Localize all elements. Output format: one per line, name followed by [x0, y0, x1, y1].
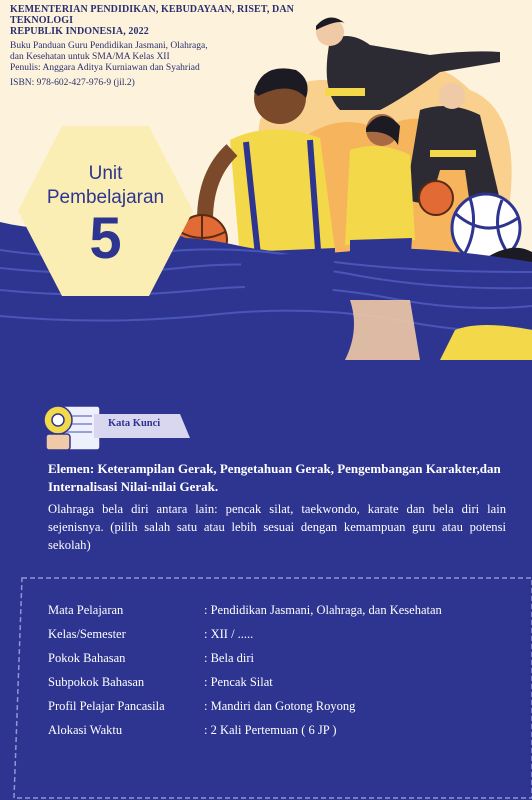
isbn-line: ISBN: 978-602-427-976-9 (jil.2)	[10, 78, 135, 88]
publisher-year: REPUBLIK INDONESIA, 2022	[10, 26, 149, 37]
cover-illustration-area	[0, 0, 532, 360]
authors-line: Penulis: Anggara Aditya Kurniawan dan Syahriad	[10, 63, 200, 73]
publication-header	[10, 4, 310, 89]
keyword-tag-label: Kata Kunci	[108, 418, 161, 429]
table-row	[48, 598, 442, 622]
info-key: Mata Pelajaran	[48, 602, 124, 617]
table-row	[48, 646, 442, 670]
info-value: : 2 Kali Pertemuan ( 6 JP )	[204, 722, 337, 737]
table-row	[48, 622, 442, 646]
table-row	[48, 718, 442, 742]
info-key: Pokok Bahasan	[48, 650, 126, 665]
unit-number: 5	[89, 206, 122, 271]
lesson-info-table	[48, 598, 442, 742]
info-value: : XII / .....	[204, 626, 254, 641]
unit-label	[18, 162, 193, 210]
elemen-keywords: Elemen: Keterampilan Gerak, Pengetahuan Gerak, Pengembangan Karakter,dan Internalisasi Nilai-nilai Gerak.	[48, 461, 501, 494]
book-title-line1: Buku Panduan Guru Pendidikan Jasmani, Olahraga,	[10, 41, 208, 51]
info-value: : Pencak Silat	[204, 674, 273, 689]
info-key: Subpokok Bahasan	[48, 674, 145, 689]
unit-label-line2: Pembelajaran	[46, 187, 165, 208]
info-value: : Mandiri dan Gotong Royong	[204, 698, 356, 713]
book-title-line2: dan Kesehatan untuk SMA/MA Kelas XII	[10, 52, 170, 62]
keyword-description: Olahraga bela diri antara lain: pencak silat, taekwondo, karate dan bela diri lain sejenisnya. (pilih salah satu atau lebih sesuai dengan kemampuan guru atau potensi sekolah)	[48, 502, 506, 552]
info-key: Kelas/Semester	[48, 626, 126, 641]
publisher-line: KEMENTERIAN PENDIDIKAN, KEBUDAYAAN, RISET, DAN TEKNOLOGI	[10, 4, 294, 26]
info-key: Profil Pelajar Pancasila	[48, 698, 165, 713]
info-key: Alokasi Waktu	[48, 722, 123, 737]
unit-label-line1: Unit	[88, 163, 123, 184]
table-row	[48, 694, 442, 718]
basketball-icon	[419, 181, 453, 215]
info-value: : Bela diri	[204, 650, 254, 665]
info-value: : Pendidikan Jasmani, Olahraga, dan Kesehatan	[204, 602, 442, 617]
table-row	[48, 670, 442, 694]
